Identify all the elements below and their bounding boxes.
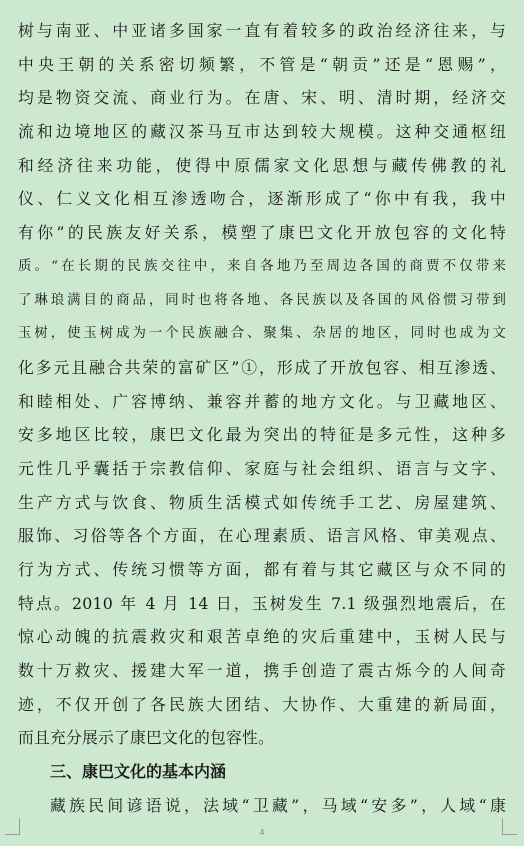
- text-line-17: 迹，不仅开创了各民族大团结、大协作、大重建的新局面，: [18, 694, 506, 714]
- text-line-8: 和睦相处、广容博纳、兼容并蓄的地方文化。与卫藏地区、: [18, 391, 506, 411]
- text-line-9: 安多地区比较，康巴文化最为突出的特征是多元性，这种多: [18, 425, 506, 445]
- text-line-1: 树与南亚、中亚诸多国家一直有着较多的政治经济往来，与: [18, 21, 506, 40]
- text-line-16: 数十万救灾、援建大军一道，携手创造了震古烁今的人间奇: [18, 661, 506, 681]
- body-text: [18, 14, 506, 823]
- text-line-2: 中央王朝的关系密切频繁，不管是“朝贡”还是“恩赐”，: [18, 54, 506, 74]
- text-line-12: 服饰、习俗等各个方面，在心理素质、语言风格、审美观点、: [18, 526, 506, 546]
- text-line-11: 生产方式与饮食、物质生活模式如传统手工艺、房屋建筑、: [18, 492, 506, 512]
- section-heading: 三、康巴文化的基本内涵: [50, 762, 227, 782]
- quote-line-1: 质。“在长期的民族交往中，来自各地乃至周边各国的商贾不仅带来: [18, 258, 506, 274]
- quote-line-3: 玉树，使玉树成为一个民族融合、聚集、杂居的地区，同时也成为文: [18, 326, 506, 342]
- text-line-10: 元性几乎囊括于宗教信仰、家庭与社会组织、语言与文字、: [18, 458, 506, 478]
- text-line-18: 而且充分展示了康巴文化的包容性。: [18, 728, 274, 748]
- text-line-14: 特点。2010 年 4 月 14 日，玉树发生 7.1 级强烈地震后，在: [18, 593, 506, 613]
- text-line-4: 流和边境地区的藏汉茶马互市达到较大规模。这种交通枢纽: [18, 122, 506, 142]
- page-number: 4: [259, 828, 265, 837]
- text-line-7: 有你”的民族友好关系，模塑了康巴文化开放包容的文化特: [18, 223, 506, 243]
- text-line-13: 行为方式、传统习惯等方面，都有着与其它藏区与众不同的: [18, 560, 506, 579]
- text-line-3: 均是物资交流、商业行为。在唐、宋、明、清时期，经济交: [18, 88, 506, 108]
- quote-line-2: 了琳琅满目的商品，同时也将各地、各民族以及各国的风俗惯习带到: [18, 292, 506, 308]
- text-line-5: 和经济往来功能，使得中原儒家文化思想与藏传佛教的礼: [18, 155, 506, 175]
- text-line-6: 仪、仁义文化相互渗透吻合，逐渐形成了“你中有我，我中: [18, 189, 506, 209]
- quote-line-4: 化多元且融合共荣的富矿区”①，形成了开放包容、相互渗透、: [18, 357, 506, 377]
- next-paragraph-line: 藏族民间谚语说，法域“卫藏”，马域“安多”，人域“康: [50, 795, 506, 815]
- text-line-15: 惊心动魄的抗震救灾和艰苦卓绝的灾后重建中，玉树人民与: [18, 627, 506, 647]
